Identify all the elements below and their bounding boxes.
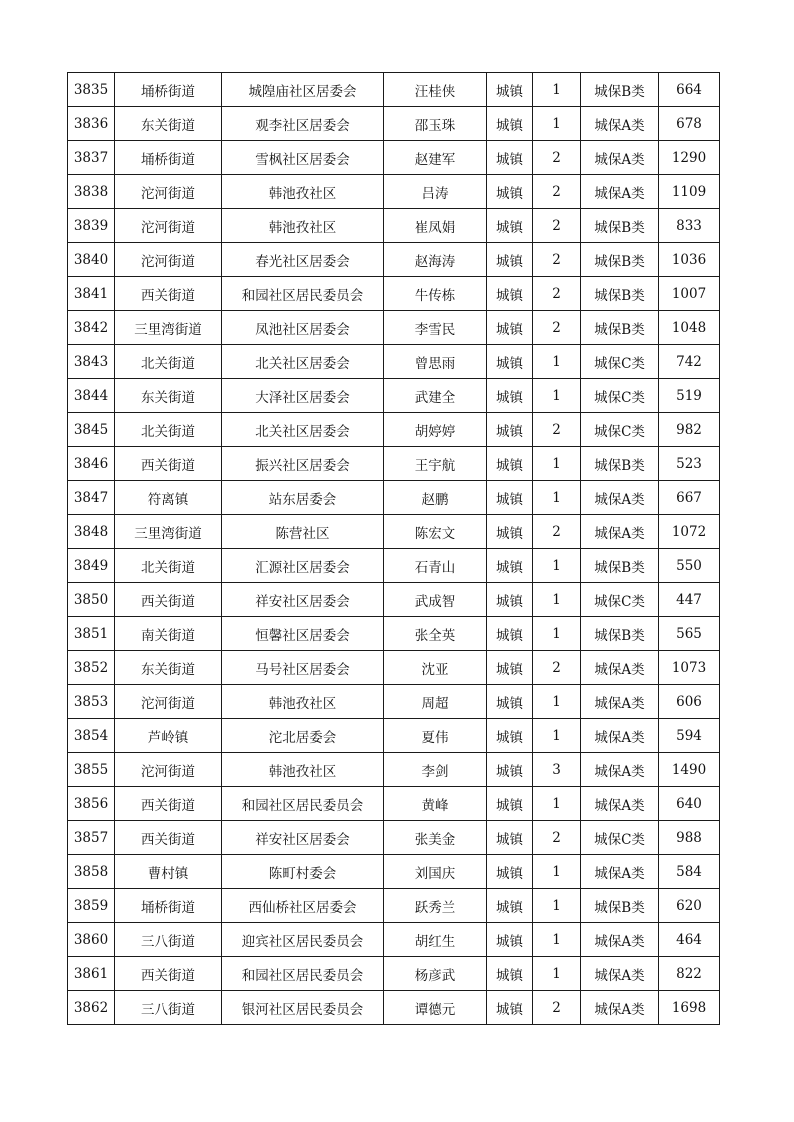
row-number-cell: 3854 xyxy=(68,719,115,753)
area-type-cell: 城镇 xyxy=(487,345,533,379)
household-count-cell: 1 xyxy=(533,787,581,821)
insurance-category-cell: 城保A类 xyxy=(581,685,659,719)
person-name-cell: 陈宏文 xyxy=(384,515,487,549)
table-row xyxy=(68,923,720,957)
amount-cell: 640 xyxy=(659,787,720,821)
street-cell: 西关街道 xyxy=(115,821,222,855)
person-name-cell: 赵海涛 xyxy=(384,243,487,277)
area-type-cell: 城镇 xyxy=(487,447,533,481)
street-cell: 东关街道 xyxy=(115,651,222,685)
street-cell: 西关街道 xyxy=(115,787,222,821)
insurance-category-cell: 城保A类 xyxy=(581,107,659,141)
amount-cell: 833 xyxy=(659,209,720,243)
person-name-cell: 吕涛 xyxy=(384,175,487,209)
table-row xyxy=(68,821,720,855)
community-cell: 站东居委会 xyxy=(222,481,384,515)
area-type-cell: 城镇 xyxy=(487,991,533,1025)
amount-cell: 464 xyxy=(659,923,720,957)
row-number-cell: 3847 xyxy=(68,481,115,515)
street-cell: 沱河街道 xyxy=(115,209,222,243)
insurance-category-cell: 城保A类 xyxy=(581,855,659,889)
insurance-category-cell: 城保B类 xyxy=(581,311,659,345)
row-number-cell: 3842 xyxy=(68,311,115,345)
street-cell: 埇桥街道 xyxy=(115,889,222,923)
community-cell: 雪枫社区居委会 xyxy=(222,141,384,175)
table-row xyxy=(68,209,720,243)
community-cell: 北关社区居委会 xyxy=(222,345,384,379)
table-row xyxy=(68,141,720,175)
insurance-category-cell: 城保C类 xyxy=(581,821,659,855)
table-row xyxy=(68,957,720,991)
area-type-cell: 城镇 xyxy=(487,107,533,141)
table-row xyxy=(68,107,720,141)
household-count-cell: 1 xyxy=(533,583,581,617)
table-row xyxy=(68,379,720,413)
row-number-cell: 3853 xyxy=(68,685,115,719)
person-name-cell: 沈亚 xyxy=(384,651,487,685)
person-name-cell: 跃秀兰 xyxy=(384,889,487,923)
row-number-cell: 3851 xyxy=(68,617,115,651)
table-row xyxy=(68,345,720,379)
community-cell: 西仙桥社区居委会 xyxy=(222,889,384,923)
community-cell: 陈营社区 xyxy=(222,515,384,549)
table-row xyxy=(68,787,720,821)
community-cell: 韩池孜社区 xyxy=(222,685,384,719)
insurance-category-cell: 城保B类 xyxy=(581,277,659,311)
community-cell: 韩池孜社区 xyxy=(222,175,384,209)
street-cell: 三里湾街道 xyxy=(115,515,222,549)
street-cell: 沱河街道 xyxy=(115,243,222,277)
street-cell: 东关街道 xyxy=(115,379,222,413)
amount-cell: 1109 xyxy=(659,175,720,209)
street-cell: 北关街道 xyxy=(115,549,222,583)
street-cell: 芦岭镇 xyxy=(115,719,222,753)
amount-cell: 1036 xyxy=(659,243,720,277)
area-type-cell: 城镇 xyxy=(487,719,533,753)
household-count-cell: 2 xyxy=(533,311,581,345)
records-table xyxy=(67,72,720,1025)
household-count-cell: 2 xyxy=(533,651,581,685)
person-name-cell: 汪桂侠 xyxy=(384,73,487,107)
household-count-cell: 1 xyxy=(533,345,581,379)
household-count-cell: 1 xyxy=(533,889,581,923)
street-cell: 北关街道 xyxy=(115,413,222,447)
area-type-cell: 城镇 xyxy=(487,243,533,277)
person-name-cell: 张全英 xyxy=(384,617,487,651)
area-type-cell: 城镇 xyxy=(487,413,533,447)
person-name-cell: 张美金 xyxy=(384,821,487,855)
household-count-cell: 1 xyxy=(533,855,581,889)
amount-cell: 988 xyxy=(659,821,720,855)
area-type-cell: 城镇 xyxy=(487,379,533,413)
person-name-cell: 杨彦武 xyxy=(384,957,487,991)
street-cell: 曹村镇 xyxy=(115,855,222,889)
person-name-cell: 李雪民 xyxy=(384,311,487,345)
insurance-category-cell: 城保A类 xyxy=(581,481,659,515)
insurance-category-cell: 城保B类 xyxy=(581,73,659,107)
insurance-category-cell: 城保A类 xyxy=(581,787,659,821)
person-name-cell: 石青山 xyxy=(384,549,487,583)
household-count-cell: 1 xyxy=(533,957,581,991)
table-row xyxy=(68,413,720,447)
amount-cell: 606 xyxy=(659,685,720,719)
street-cell: 符离镇 xyxy=(115,481,222,515)
insurance-category-cell: 城保B类 xyxy=(581,617,659,651)
insurance-category-cell: 城保A类 xyxy=(581,991,659,1025)
table-row xyxy=(68,991,720,1025)
table-row xyxy=(68,889,720,923)
amount-cell: 678 xyxy=(659,107,720,141)
amount-cell: 594 xyxy=(659,719,720,753)
person-name-cell: 谭德元 xyxy=(384,991,487,1025)
street-cell: 三里湾街道 xyxy=(115,311,222,345)
household-count-cell: 1 xyxy=(533,447,581,481)
street-cell: 西关街道 xyxy=(115,957,222,991)
community-cell: 大泽社区居委会 xyxy=(222,379,384,413)
household-count-cell: 2 xyxy=(533,209,581,243)
amount-cell: 982 xyxy=(659,413,720,447)
insurance-category-cell: 城保A类 xyxy=(581,175,659,209)
community-cell: 春光社区居委会 xyxy=(222,243,384,277)
street-cell: 三八街道 xyxy=(115,991,222,1025)
area-type-cell: 城镇 xyxy=(487,141,533,175)
household-count-cell: 1 xyxy=(533,617,581,651)
table-row xyxy=(68,583,720,617)
area-type-cell: 城镇 xyxy=(487,821,533,855)
street-cell: 西关街道 xyxy=(115,277,222,311)
street-cell: 东关街道 xyxy=(115,107,222,141)
street-cell: 北关街道 xyxy=(115,345,222,379)
insurance-category-cell: 城保A类 xyxy=(581,651,659,685)
amount-cell: 1290 xyxy=(659,141,720,175)
insurance-category-cell: 城保A类 xyxy=(581,957,659,991)
table-row xyxy=(68,753,720,787)
area-type-cell: 城镇 xyxy=(487,311,533,345)
insurance-category-cell: 城保A类 xyxy=(581,753,659,787)
community-cell: 陈町村委会 xyxy=(222,855,384,889)
table-row xyxy=(68,617,720,651)
area-type-cell: 城镇 xyxy=(487,277,533,311)
table-row xyxy=(68,685,720,719)
household-count-cell: 1 xyxy=(533,379,581,413)
household-count-cell: 2 xyxy=(533,243,581,277)
street-cell: 三八街道 xyxy=(115,923,222,957)
community-cell: 银河社区居民委员会 xyxy=(222,991,384,1025)
street-cell: 沱河街道 xyxy=(115,175,222,209)
household-count-cell: 1 xyxy=(533,481,581,515)
household-count-cell: 1 xyxy=(533,107,581,141)
area-type-cell: 城镇 xyxy=(487,175,533,209)
household-count-cell: 1 xyxy=(533,685,581,719)
area-type-cell: 城镇 xyxy=(487,957,533,991)
person-name-cell: 牛传栋 xyxy=(384,277,487,311)
community-cell: 韩池孜社区 xyxy=(222,753,384,787)
area-type-cell: 城镇 xyxy=(487,889,533,923)
row-number-cell: 3861 xyxy=(68,957,115,991)
row-number-cell: 3855 xyxy=(68,753,115,787)
person-name-cell: 王宇航 xyxy=(384,447,487,481)
table-row xyxy=(68,855,720,889)
row-number-cell: 3849 xyxy=(68,549,115,583)
person-name-cell: 崔凤娟 xyxy=(384,209,487,243)
household-count-cell: 2 xyxy=(533,413,581,447)
insurance-category-cell: 城保C类 xyxy=(581,583,659,617)
insurance-category-cell: 城保A类 xyxy=(581,141,659,175)
household-count-cell: 1 xyxy=(533,73,581,107)
amount-cell: 1072 xyxy=(659,515,720,549)
amount-cell: 447 xyxy=(659,583,720,617)
amount-cell: 1048 xyxy=(659,311,720,345)
amount-cell: 664 xyxy=(659,73,720,107)
person-name-cell: 胡红生 xyxy=(384,923,487,957)
amount-cell: 523 xyxy=(659,447,720,481)
insurance-category-cell: 城保A类 xyxy=(581,923,659,957)
street-cell: 西关街道 xyxy=(115,583,222,617)
community-cell: 恒馨社区居委会 xyxy=(222,617,384,651)
row-number-cell: 3845 xyxy=(68,413,115,447)
area-type-cell: 城镇 xyxy=(487,685,533,719)
area-type-cell: 城镇 xyxy=(487,73,533,107)
amount-cell: 742 xyxy=(659,345,720,379)
row-number-cell: 3840 xyxy=(68,243,115,277)
row-number-cell: 3837 xyxy=(68,141,115,175)
area-type-cell: 城镇 xyxy=(487,209,533,243)
street-cell: 埇桥街道 xyxy=(115,141,222,175)
insurance-category-cell: 城保A类 xyxy=(581,515,659,549)
area-type-cell: 城镇 xyxy=(487,617,533,651)
person-name-cell: 黄峰 xyxy=(384,787,487,821)
row-number-cell: 3850 xyxy=(68,583,115,617)
person-name-cell: 胡婷婷 xyxy=(384,413,487,447)
amount-cell: 1007 xyxy=(659,277,720,311)
insurance-category-cell: 城保C类 xyxy=(581,413,659,447)
household-count-cell: 2 xyxy=(533,991,581,1025)
community-cell: 韩池孜社区 xyxy=(222,209,384,243)
person-name-cell: 曾思雨 xyxy=(384,345,487,379)
area-type-cell: 城镇 xyxy=(487,549,533,583)
area-type-cell: 城镇 xyxy=(487,515,533,549)
area-type-cell: 城镇 xyxy=(487,753,533,787)
community-cell: 观李社区居委会 xyxy=(222,107,384,141)
insurance-category-cell: 城保C类 xyxy=(581,379,659,413)
community-cell: 迎宾社区居民委员会 xyxy=(222,923,384,957)
insurance-category-cell: 城保B类 xyxy=(581,549,659,583)
household-count-cell: 2 xyxy=(533,821,581,855)
table-row xyxy=(68,73,720,107)
table-row xyxy=(68,481,720,515)
area-type-cell: 城镇 xyxy=(487,481,533,515)
row-number-cell: 3838 xyxy=(68,175,115,209)
table-row xyxy=(68,277,720,311)
street-cell: 沱河街道 xyxy=(115,753,222,787)
table-row xyxy=(68,243,720,277)
household-count-cell: 1 xyxy=(533,719,581,753)
area-type-cell: 城镇 xyxy=(487,651,533,685)
insurance-category-cell: 城保B类 xyxy=(581,243,659,277)
row-number-cell: 3846 xyxy=(68,447,115,481)
household-count-cell: 2 xyxy=(533,175,581,209)
person-name-cell: 赵建军 xyxy=(384,141,487,175)
insurance-category-cell: 城保A类 xyxy=(581,719,659,753)
table-row xyxy=(68,549,720,583)
person-name-cell: 武成智 xyxy=(384,583,487,617)
row-number-cell: 3843 xyxy=(68,345,115,379)
person-name-cell: 武建全 xyxy=(384,379,487,413)
household-count-cell: 1 xyxy=(533,923,581,957)
household-count-cell: 3 xyxy=(533,753,581,787)
row-number-cell: 3839 xyxy=(68,209,115,243)
person-name-cell: 周超 xyxy=(384,685,487,719)
amount-cell: 519 xyxy=(659,379,720,413)
community-cell: 祥安社区居委会 xyxy=(222,821,384,855)
row-number-cell: 3836 xyxy=(68,107,115,141)
person-name-cell: 李剑 xyxy=(384,753,487,787)
household-count-cell: 2 xyxy=(533,141,581,175)
community-cell: 城隍庙社区居委会 xyxy=(222,73,384,107)
community-cell: 和园社区居民委员会 xyxy=(222,787,384,821)
person-name-cell: 刘国庆 xyxy=(384,855,487,889)
area-type-cell: 城镇 xyxy=(487,583,533,617)
street-cell: 埇桥街道 xyxy=(115,73,222,107)
community-cell: 振兴社区居委会 xyxy=(222,447,384,481)
street-cell: 沱河街道 xyxy=(115,685,222,719)
community-cell: 祥安社区居委会 xyxy=(222,583,384,617)
community-cell: 马号社区居委会 xyxy=(222,651,384,685)
amount-cell: 1073 xyxy=(659,651,720,685)
row-number-cell: 3856 xyxy=(68,787,115,821)
person-name-cell: 夏伟 xyxy=(384,719,487,753)
amount-cell: 584 xyxy=(659,855,720,889)
table-row xyxy=(68,719,720,753)
area-type-cell: 城镇 xyxy=(487,923,533,957)
street-cell: 南关街道 xyxy=(115,617,222,651)
household-count-cell: 2 xyxy=(533,277,581,311)
table-row xyxy=(68,311,720,345)
area-type-cell: 城镇 xyxy=(487,855,533,889)
row-number-cell: 3848 xyxy=(68,515,115,549)
community-cell: 北关社区居委会 xyxy=(222,413,384,447)
row-number-cell: 3852 xyxy=(68,651,115,685)
amount-cell: 1490 xyxy=(659,753,720,787)
insurance-category-cell: 城保B类 xyxy=(581,209,659,243)
community-cell: 沱北居委会 xyxy=(222,719,384,753)
row-number-cell: 3862 xyxy=(68,991,115,1025)
row-number-cell: 3860 xyxy=(68,923,115,957)
insurance-category-cell: 城保C类 xyxy=(581,345,659,379)
row-number-cell: 3858 xyxy=(68,855,115,889)
table-row xyxy=(68,447,720,481)
community-cell: 和园社区居民委员会 xyxy=(222,277,384,311)
area-type-cell: 城镇 xyxy=(487,787,533,821)
community-cell: 汇源社区居委会 xyxy=(222,549,384,583)
amount-cell: 1698 xyxy=(659,991,720,1025)
household-count-cell: 1 xyxy=(533,549,581,583)
row-number-cell: 3841 xyxy=(68,277,115,311)
row-number-cell: 3857 xyxy=(68,821,115,855)
amount-cell: 620 xyxy=(659,889,720,923)
person-name-cell: 邵玉珠 xyxy=(384,107,487,141)
table-row xyxy=(68,175,720,209)
amount-cell: 822 xyxy=(659,957,720,991)
amount-cell: 550 xyxy=(659,549,720,583)
table-body xyxy=(68,73,720,1025)
table-row xyxy=(68,515,720,549)
household-count-cell: 2 xyxy=(533,515,581,549)
amount-cell: 667 xyxy=(659,481,720,515)
row-number-cell: 3859 xyxy=(68,889,115,923)
row-number-cell: 3844 xyxy=(68,379,115,413)
table-row xyxy=(68,651,720,685)
community-cell: 凤池社区居委会 xyxy=(222,311,384,345)
person-name-cell: 赵鹏 xyxy=(384,481,487,515)
insurance-category-cell: 城保B类 xyxy=(581,889,659,923)
row-number-cell: 3835 xyxy=(68,73,115,107)
amount-cell: 565 xyxy=(659,617,720,651)
community-cell: 和园社区居民委员会 xyxy=(222,957,384,991)
insurance-category-cell: 城保B类 xyxy=(581,447,659,481)
street-cell: 西关街道 xyxy=(115,447,222,481)
